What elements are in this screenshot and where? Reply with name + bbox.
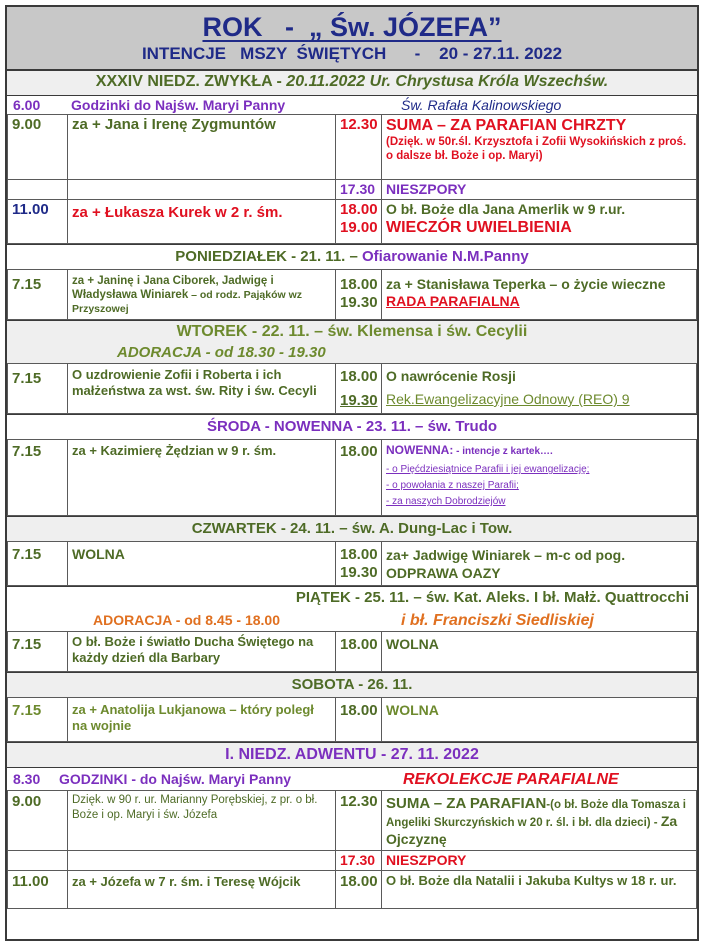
- mass-intention: za + Kazimierę Żędzian w 9 r. śm.: [68, 440, 336, 516]
- mass-time: 19.00: [340, 219, 378, 236]
- day-header-tuesday: WTOREK - 22. 11. – św. Klemensa i św. Cecylii: [7, 320, 697, 343]
- table-row: [8, 542, 697, 586]
- day-header-thursday: CZWARTEK - 24. 11. – św. A. Dung-Lac i Tow.: [7, 516, 697, 541]
- sunday-1-pre-right: Św. Rafała Kalinowskiego: [401, 96, 562, 113]
- mass-time: 7.15: [8, 542, 68, 586]
- mass-intention: Rek.Ewangelizacyjne Odnowy (REO) 9: [386, 391, 630, 407]
- mass-intention: SUMA – ZA PARAFIAN: [386, 795, 547, 812]
- mass-time: 7.15: [8, 632, 68, 672]
- table-row: [8, 180, 697, 200]
- table-row: [8, 632, 697, 672]
- header: [7, 7, 697, 71]
- mass-intention: WOLNA: [68, 542, 336, 586]
- mass-time: 18.00: [340, 201, 378, 218]
- novena-item: - o Pięćdziesiątnice Parafii i jej ewangelizację;: [386, 464, 590, 475]
- table-row: [8, 698, 697, 742]
- mass-intention: O bł. Boże dla Jana Amerlik w 9 r.ur.: [386, 201, 626, 217]
- mass-intention: NIESZPORY: [382, 180, 697, 200]
- mass-intention: O nawrócenie Rosji: [386, 368, 516, 384]
- novena-item: - o powołania z naszej Parafii;: [386, 480, 519, 491]
- day-header-saturday: SOBOTA - 26. 11.: [7, 672, 697, 697]
- mass-time: 11.00: [8, 200, 68, 244]
- monday-table: [7, 269, 697, 320]
- mass-time: 19.30: [340, 294, 378, 311]
- sunday-2-pre-row: [7, 767, 697, 790]
- mass-time: 11.00: [8, 871, 68, 909]
- table-row: [8, 270, 697, 320]
- mass-intention: za + Janinę i Jana Ciborek, Jadwigę i Władysława Winiarek: [72, 275, 274, 301]
- day-header-sunday-2: I. NIEDZ. ADWENTU - 27. 11. 2022: [7, 742, 697, 767]
- mass-intention-note: (Dzięk. w 50r.śl. Krzysztofa i Zofii Wysokińskich z proś. o dalsze bł. Boże i op. Maryi): [386, 136, 687, 162]
- mass-intention: WOLNA: [382, 632, 697, 672]
- mass-time: 7.15: [8, 698, 68, 742]
- sunday-1-pre-text: Godzinki do Najśw. Maryi Panny: [71, 96, 286, 113]
- mass-time-cell: [336, 270, 382, 320]
- mass-time: 18.00: [340, 546, 378, 563]
- title-part-b: „ Św. JÓZEFA”: [308, 12, 502, 42]
- day-header-wednesday: ŚRODA - NOWENNA - 23. 11. – św. Trudo: [7, 414, 697, 439]
- sunday-2-pre-text: GODZINKI - do Najśw. Maryi Panny: [59, 770, 292, 787]
- mass-intention: WIECZÓR UWIELBIENIA: [386, 219, 572, 236]
- friday-adoration: ADORACJA - od 8.45 - 18.00: [93, 611, 280, 628]
- mass-time: 18.00: [336, 632, 382, 672]
- sunday-2-table: [7, 790, 697, 909]
- tuesday-table: [7, 363, 697, 414]
- mass-time: 18.00: [336, 871, 382, 909]
- mass-intention: WOLNA: [382, 698, 697, 742]
- novena-cell: [382, 440, 697, 516]
- mass-intention-cell: [382, 791, 697, 851]
- mass-intention: RADA PARAFIALNA: [386, 293, 520, 309]
- mass-intention-cell: [68, 270, 336, 320]
- saturday-table: [7, 697, 697, 742]
- mass-intention: Dzięk. w 90 r. ur. Marianny Porębskiej, z pr. o bł. Boże i op. Maryi i św. Józefa: [68, 791, 336, 851]
- mass-time: 9.00: [8, 791, 68, 851]
- schedule-sheet: [5, 5, 699, 941]
- mass-intention-end: Za Ojczyznę: [386, 813, 678, 847]
- friday-table: [7, 631, 697, 672]
- sunday-1-table: [7, 114, 697, 244]
- mass-time: 18.00: [340, 368, 378, 385]
- mass-intention: za + Stanisława Teperka – o życie wieczne: [386, 276, 666, 292]
- table-row: [8, 200, 697, 244]
- mass-intention: O bł. Boże i światło Ducha Świętego na każdy dzień dla Barbary: [68, 632, 336, 672]
- friday-adoration-row: [7, 609, 697, 631]
- monday-title: PONIEDZIAŁEK - 21. 11. –: [175, 248, 363, 265]
- mass-time: 9.00: [8, 115, 68, 180]
- mass-time-cell: [336, 364, 382, 414]
- mass-intention-note: – od rodz. Pająków wz Przyszowej: [72, 289, 302, 315]
- table-row: [8, 851, 697, 871]
- page-title: [7, 7, 697, 41]
- sunday-1-title: XXXIV NIEDZ. ZWYKŁA -: [95, 73, 287, 90]
- mass-time: 12.30: [336, 791, 382, 851]
- mass-intention: za + Łukasza Kurek w 2 r. śm.: [68, 200, 336, 244]
- table-row: [8, 115, 697, 180]
- mass-time: 7.15: [8, 364, 68, 414]
- mass-intention: O bł. Boże dla Natalii i Jakuba Kultys w 18 r. ur.: [382, 871, 697, 909]
- mass-time-cell: [336, 542, 382, 586]
- table-row: [8, 440, 697, 516]
- mass-intention-cell: [382, 270, 697, 320]
- mass-time: 7.15: [8, 270, 68, 320]
- mass-intention: SUMA – ZA PARAFIAN CHRZTY: [386, 117, 627, 134]
- mass-intention-cell: [382, 364, 697, 414]
- mass-intention: za + Anatolija Lukjanowa – który poległ na wojnie: [68, 698, 336, 742]
- title-part-a: ROK -: [202, 12, 309, 42]
- mass-time: 18.00: [336, 698, 382, 742]
- table-row: [8, 791, 697, 851]
- tuesday-adoration: ADORACJA - od 18.30 - 19.30: [7, 343, 697, 363]
- sunday-1-title-italic: 20.11.2022 Ur. Chrystusa Króla Wszechśw.: [286, 73, 609, 90]
- mass-time-cell: [336, 200, 382, 244]
- mass-time: 19.30: [340, 392, 378, 409]
- mass-time: 18.00: [340, 276, 378, 293]
- mass-time: 18.00: [336, 440, 382, 516]
- mass-time: 19.30: [340, 564, 378, 581]
- sunday-2-pre-right: REKOLEKCJE PARAFIALNE: [403, 770, 619, 788]
- page-subtitle: INTENCJE MSZY ŚWIĘTYCH - 20 - 27.11. 2022: [141, 44, 563, 63]
- sunday-2-pre-time: 8.30: [13, 770, 41, 787]
- sunday-1-pre-time: 6.00: [13, 96, 41, 113]
- mass-intention: O uzdrowienie Zofii i Roberta i ich małżeństwa za wst. św. Rity i św. Cecyli: [68, 364, 336, 414]
- mass-time: 7.15: [8, 440, 68, 516]
- day-header-friday: PIĄTEK - 25. 11. – św. Kat. Aleks. I bł. Małż. Quattrocchi: [7, 586, 697, 609]
- table-row: [8, 364, 697, 414]
- mass-intention-cell: [382, 200, 697, 244]
- table-row: [8, 871, 697, 909]
- novena-item: - za naszych Dobrodziejów: [386, 496, 506, 507]
- monday-feast: Ofiarowanie N.M.Panny: [362, 248, 529, 265]
- mass-intention-note: -(o bł. Boże dla Tomasza i Angeliki Skurczyńskich w 20 r. śl. i bł. dla dzieci) -: [386, 799, 686, 829]
- day-header-monday: [7, 244, 697, 269]
- mass-intention: ODPRAWA OAZY: [386, 565, 501, 581]
- novena-title: NOWENNA:: [386, 443, 454, 457]
- novena-item: - intencje z kartek….: [453, 446, 553, 457]
- mass-intention: za+ Jadwigę Winiarek – m-c od pog.: [386, 547, 626, 563]
- mass-time: 17.30: [336, 180, 382, 200]
- thursday-table: [7, 541, 697, 586]
- mass-intention: za + Józefa w 7 r. śm. i Teresę Wójcik: [68, 871, 336, 909]
- sunday-1-pre-row: [7, 95, 697, 114]
- mass-intention-cell: [382, 115, 697, 180]
- mass-time: 17.30: [336, 851, 382, 871]
- mass-intention-cell: [382, 542, 697, 586]
- mass-intention: za + Jana i Irenę Zygmuntów: [68, 115, 336, 180]
- day-header-sunday-1: [7, 71, 697, 95]
- wednesday-table: [7, 439, 697, 516]
- mass-intention: NIESZPORY: [382, 851, 697, 871]
- friday-adoration-right: i bł. Franciszki Siedliskiej: [401, 611, 594, 629]
- mass-time: 12.30: [336, 115, 382, 180]
